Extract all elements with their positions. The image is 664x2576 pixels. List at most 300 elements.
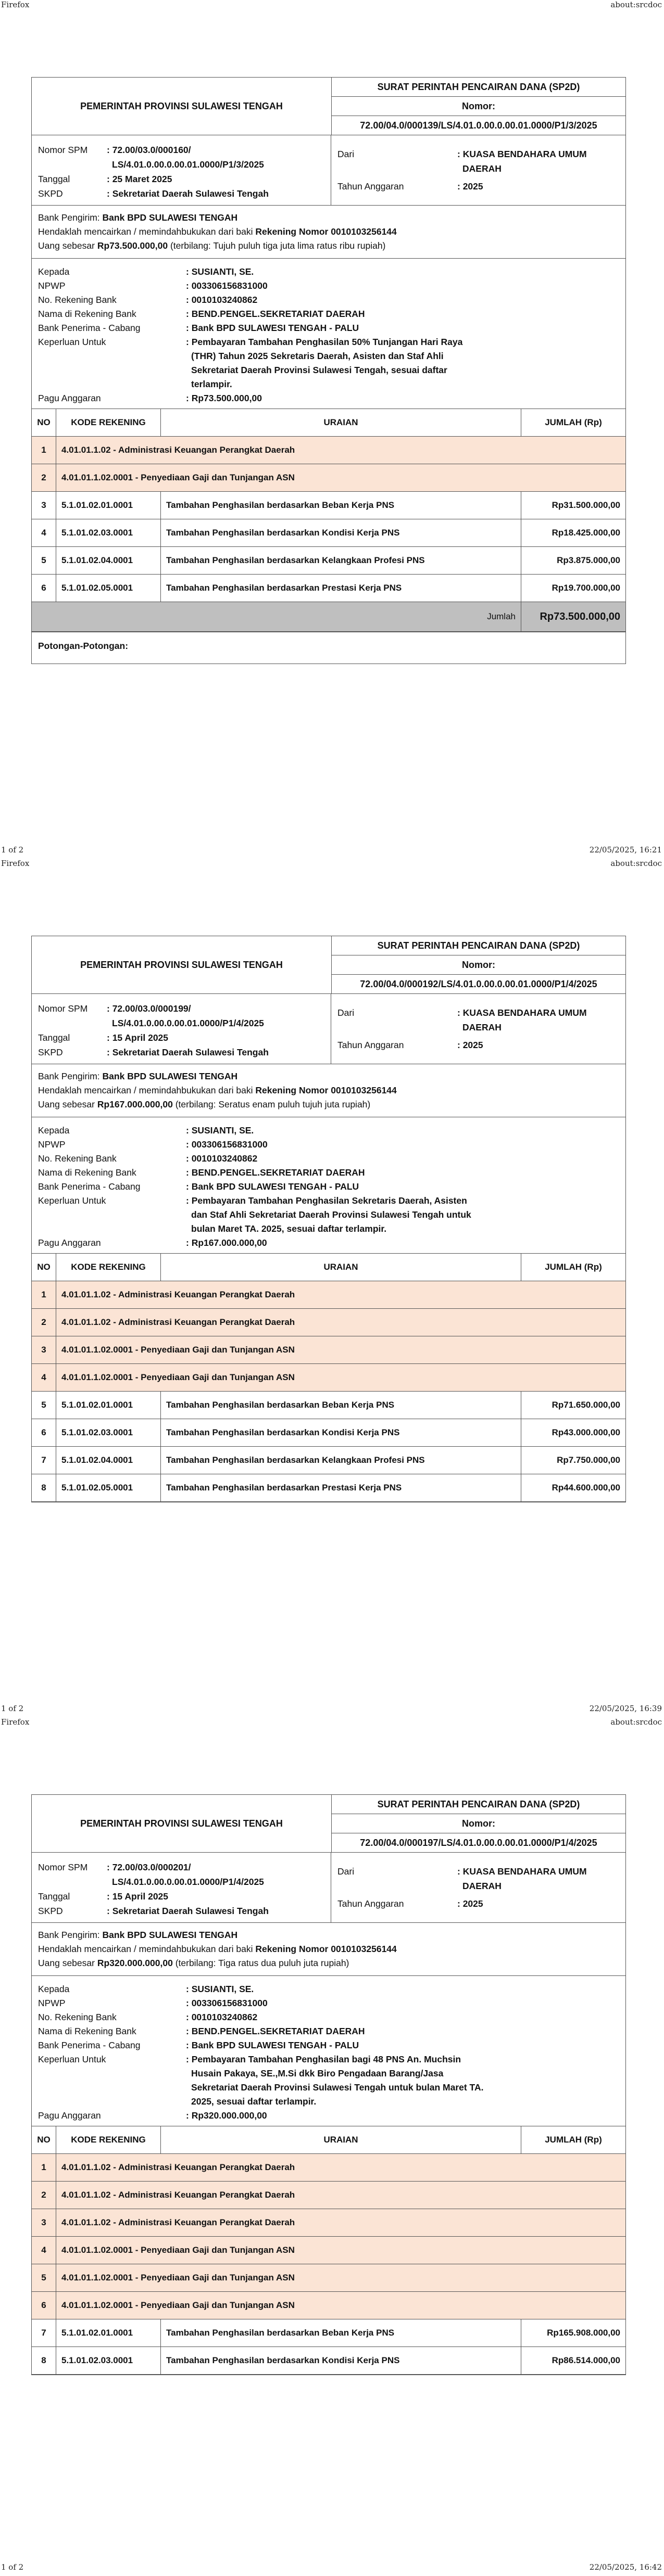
program-row bbox=[32, 1281, 625, 1309]
spm-nomor-line-1: : 72.00/03.0/000160/ bbox=[107, 145, 191, 155]
program-label: 4.01.01.1.02 - Administrasi Keuangan Perangkat Daerah bbox=[56, 2154, 626, 2182]
spm-skpd-row bbox=[38, 186, 324, 201]
spm-nomor-line-2: LS/4.01.0.00.0.00.01.0000/P1/4/2025 bbox=[112, 1018, 264, 1028]
program-row bbox=[32, 2237, 625, 2264]
uraian: Tambahan Penghasilan berdasarkan Kondisi Kerja PNS bbox=[161, 2347, 521, 2375]
dari-label: Dari bbox=[337, 1866, 355, 1877]
uraian: Tambahan Penghasilan berdasarkan Beban Kerja PNS bbox=[161, 2319, 521, 2347]
spm-nomor-row bbox=[38, 1001, 324, 1030]
dari-value-line-2: DAERAH bbox=[462, 163, 502, 174]
hendaklah-text: Hendaklah mencairkan / memindahbukukan dari baki bbox=[38, 1085, 253, 1095]
bank-pengirim-label: Bank Pengirim: bbox=[38, 1071, 100, 1081]
penerima-field-value bbox=[186, 265, 254, 279]
kode-rekening: 5.1.01.02.03.0001 bbox=[56, 2347, 161, 2375]
rekening-table-section bbox=[32, 2126, 625, 2375]
jumlah: Rp44.600.000,00 bbox=[521, 1474, 626, 1502]
penerima-field-value bbox=[186, 2038, 359, 2052]
penerima-field-value-line: Sekretariat Daerah Provinsi Sulawesi Tengah untuk bulan Maret TA. bbox=[191, 2082, 484, 2093]
spm-skpd-row bbox=[38, 1904, 324, 1918]
penerima-field-value bbox=[186, 1166, 365, 1180]
program-row bbox=[32, 2264, 625, 2292]
rekening-label: Rekening Nomor bbox=[255, 1085, 329, 1095]
row-number: 2 bbox=[32, 464, 56, 492]
penerima-field-value bbox=[186, 335, 462, 391]
hendaklah-text: Hendaklah mencairkan / memindahbukukan dari baki bbox=[38, 226, 253, 237]
penerima-field-value bbox=[186, 2024, 365, 2038]
program-label: 4.01.01.1.02 - Administrasi Keuangan Perangkat Daerah bbox=[56, 437, 626, 464]
spm-tanggal-value: : 25 Maret 2025 bbox=[107, 174, 172, 184]
penerima-field-value bbox=[186, 1124, 254, 1138]
dari-label: Dari bbox=[337, 149, 355, 159]
table-header-cell: JUMLAH (Rp) bbox=[521, 2126, 626, 2154]
browser-url: about:srcdoc bbox=[610, 859, 662, 868]
penerima-field-value bbox=[186, 2052, 483, 2109]
kode-rekening: 5.1.01.02.03.0001 bbox=[56, 519, 161, 547]
penerima-field bbox=[38, 2109, 619, 2123]
table-header-row bbox=[32, 2126, 625, 2154]
dari-value-line-2: DAERAH bbox=[462, 1881, 502, 1891]
sp2d-title: SURAT PERINTAH PENCAIRAN DANA (SP2D) bbox=[377, 82, 580, 92]
program-label: 4.01.01.1.02.0001 - Penyediaan Gaji dan Tunjangan ASN bbox=[56, 464, 626, 492]
program-label: 4.01.01.1.02.0001 - Penyediaan Gaji dan Tunjangan ASN bbox=[56, 2292, 626, 2319]
penerima-field-value-line: bulan Maret TA. 2025, sesuai daftar terlampir. bbox=[191, 1223, 387, 1234]
penerima-field-label: No. Rekening Bank bbox=[38, 1153, 117, 1164]
program-label: 4.01.01.1.02.0001 - Penyediaan Gaji dan Tunjangan ASN bbox=[56, 2237, 626, 2264]
spm-skpd-value: : Sekretariat Daerah Sulawesi Tengah bbox=[107, 1906, 269, 1916]
penerima-field bbox=[38, 1982, 619, 1996]
row-number: 8 bbox=[32, 2347, 56, 2375]
tahun-anggaran-value: : 2025 bbox=[457, 1040, 483, 1050]
program-label: 4.01.01.1.02.0001 - Penyediaan Gaji dan Tunjangan ASN bbox=[56, 2264, 626, 2292]
penerima-field-value-line: : Bank BPD SULAWESI TENGAH - PALU bbox=[186, 323, 359, 333]
dari-row bbox=[337, 147, 619, 176]
jumlah: Rp19.700.000,00 bbox=[521, 575, 626, 602]
sp2d-document bbox=[31, 936, 626, 1502]
row-number: 6 bbox=[32, 2292, 56, 2319]
tahun-anggaran-label: Tahun Anggaran bbox=[337, 181, 404, 192]
spm-tanggal-value: : 15 April 2025 bbox=[107, 1032, 169, 1043]
uraian: Tambahan Penghasilan berdasarkan Kondisi Kerja PNS bbox=[161, 519, 521, 547]
uang-value: Rp167.000.000,00 bbox=[97, 1099, 173, 1110]
penerima-field bbox=[38, 265, 619, 279]
spm-nomor-value bbox=[107, 143, 264, 172]
dari-row bbox=[337, 1005, 619, 1035]
program-row bbox=[32, 464, 625, 492]
page-number: 1 of 2 bbox=[1, 1704, 24, 1713]
hendaklah-line bbox=[38, 1083, 619, 1098]
row-number: 2 bbox=[32, 1309, 56, 1336]
penerima-field bbox=[38, 2010, 619, 2024]
spm-section bbox=[32, 993, 625, 1064]
penerima-field-label: Bank Penerima - Cabang bbox=[38, 323, 141, 333]
kode-rekening: 5.1.01.02.03.0001 bbox=[56, 1419, 161, 1447]
penerima-field-value bbox=[186, 2109, 267, 2123]
jumlah: Rp86.514.000,00 bbox=[521, 2347, 626, 2375]
jumlah: Rp31.500.000,00 bbox=[521, 492, 626, 519]
penerima-field-value-line: : Rp320.000.000,00 bbox=[186, 2110, 267, 2121]
uang-label: Uang sebesar bbox=[38, 1958, 95, 1968]
table-row bbox=[32, 2319, 625, 2347]
penerima-field bbox=[38, 2038, 619, 2052]
bank-pengirim-value: Bank BPD SULAWESI TENGAH bbox=[102, 1930, 238, 1940]
rekening-value: 0010103256144 bbox=[331, 1085, 397, 1095]
penerima-field bbox=[38, 2052, 619, 2109]
row-number: 3 bbox=[32, 492, 56, 519]
spm-nomor-label: Nomor SPM bbox=[38, 1003, 88, 1014]
spm-nomor-value bbox=[107, 1001, 264, 1030]
spm-nomor-line-1: : 72.00/03.0/000201/ bbox=[107, 1862, 191, 1872]
table-header-cell: NO bbox=[32, 1254, 56, 1281]
table-header-row bbox=[32, 1254, 625, 1281]
uraian: Tambahan Penghasilan berdasarkan Beban Kerja PNS bbox=[161, 1392, 521, 1419]
sp2d-title-block bbox=[332, 78, 625, 135]
program-row bbox=[32, 437, 625, 464]
penerima-field-label: Bank Penerima - Cabang bbox=[38, 2040, 141, 2050]
penerima-field-label: Keperluan Untuk bbox=[38, 337, 106, 347]
penerima-field-value bbox=[186, 2010, 257, 2024]
bank-section bbox=[32, 205, 625, 258]
penerima-field-value-line: dan Staf Ahli Sekretariat Daerah Provinsi Sulawesi Tengah untuk bbox=[191, 1209, 471, 1220]
penerima-field-value-line: Husain Pakaya, SE.,M.Si dkk Biro Pengadaan Barang/Jasa bbox=[191, 2068, 444, 2078]
penerima-field bbox=[38, 279, 619, 293]
penerima-field-value-line: : Pembayaran Tambahan Penghasilan Sekretaris Daerah, Asisten bbox=[186, 1195, 467, 1206]
bank-pengirim-line bbox=[38, 1928, 619, 1942]
penerima-field-value-line: : BEND.PENGEL.SEKRETARIAT DAERAH bbox=[186, 1167, 365, 1178]
dari-details bbox=[331, 1853, 625, 1922]
spm-nomor-line-2: LS/4.01.0.00.0.00.01.0000/P1/4/2025 bbox=[112, 1877, 264, 1887]
sp2d-document bbox=[31, 1794, 626, 2375]
penerima-field bbox=[38, 293, 619, 307]
penerima-field-label: Kepada bbox=[38, 1984, 70, 1994]
kode-rekening: 5.1.01.02.04.0001 bbox=[56, 547, 161, 575]
uang-label: Uang sebesar bbox=[38, 1099, 95, 1110]
bank-section bbox=[32, 1064, 625, 1117]
spm-nomor-label: Nomor SPM bbox=[38, 1862, 88, 1872]
spm-tanggal-label: Tanggal bbox=[38, 1032, 70, 1043]
penerima-field bbox=[38, 2024, 619, 2038]
spm-nomor-label: Nomor SPM bbox=[38, 145, 88, 155]
row-number: 5 bbox=[32, 547, 56, 575]
dari-value-line-1: : KUASA BENDAHARA UMUM bbox=[457, 149, 587, 159]
bank-pengirim-line bbox=[38, 211, 619, 225]
table-header-cell: KODE REKENING bbox=[56, 1254, 161, 1281]
bank-pengirim-label: Bank Pengirim: bbox=[38, 212, 100, 223]
dari-value-line-1: : KUASA BENDAHARA UMUM bbox=[457, 1866, 587, 1877]
penerima-field-label: Kepada bbox=[38, 266, 70, 277]
penerima-field-value-line: : 0010103240862 bbox=[186, 295, 258, 305]
penerima-field bbox=[38, 321, 619, 335]
table-header-cell: URAIAN bbox=[161, 409, 521, 437]
penerima-field-value-line: : 003306156831000 bbox=[186, 1139, 268, 1150]
penerima-field-value-line: : 003306156831000 bbox=[186, 1998, 268, 2008]
jumlah: Rp18.425.000,00 bbox=[521, 519, 626, 547]
penerima-field bbox=[38, 1138, 619, 1152]
rekening-table bbox=[32, 409, 625, 632]
uraian: Tambahan Penghasilan berdasarkan Kondisi Kerja PNS bbox=[161, 1419, 521, 1447]
tahun-anggaran-row bbox=[337, 1896, 619, 1911]
row-number: 7 bbox=[32, 1447, 56, 1474]
row-number: 6 bbox=[32, 575, 56, 602]
row-number: 5 bbox=[32, 1392, 56, 1419]
penerima-field-label: Keperluan Untuk bbox=[38, 1195, 106, 1206]
penerima-section bbox=[32, 258, 625, 409]
penerima-field-label: NPWP bbox=[38, 1139, 66, 1150]
program-row bbox=[32, 1364, 625, 1392]
program-row bbox=[32, 1309, 625, 1336]
bank-pengirim-line bbox=[38, 1069, 619, 1083]
penerima-field bbox=[38, 1236, 619, 1250]
browser-name: Firefox bbox=[1, 1717, 30, 1727]
program-row bbox=[32, 2154, 625, 2182]
penerima-field-label: Pagu Anggaran bbox=[38, 1238, 101, 1248]
jumlah: Rp43.000.000,00 bbox=[521, 1419, 626, 1447]
kode-rekening: 5.1.01.02.04.0001 bbox=[56, 1447, 161, 1474]
penerima-field-value bbox=[186, 1996, 268, 2010]
penerima-field-value-line: : Bank BPD SULAWESI TENGAH - PALU bbox=[186, 1181, 359, 1192]
bank-pengirim-value: Bank BPD SULAWESI TENGAH bbox=[102, 212, 238, 223]
uraian: Tambahan Penghasilan berdasarkan Kelangkaan Profesi PNS bbox=[161, 547, 521, 575]
row-number: 2 bbox=[32, 2182, 56, 2209]
penerima-field-value-line: : Bank BPD SULAWESI TENGAH - PALU bbox=[186, 2040, 359, 2050]
tahun-anggaran-value: : 2025 bbox=[457, 181, 483, 192]
spm-details bbox=[32, 994, 331, 1064]
dari-details bbox=[331, 135, 625, 205]
terbilang-text: (terbilang: Tiga ratus dua puluh juta rupiah) bbox=[175, 1958, 349, 1968]
sp2d-document bbox=[31, 77, 626, 664]
print-datetime: 22/05/2025, 16:21 bbox=[589, 845, 662, 855]
uang-value: Rp73.500.000,00 bbox=[97, 240, 168, 251]
table-header-cell: KODE REKENING bbox=[56, 409, 161, 437]
table-row bbox=[32, 1419, 625, 1447]
spm-nomor-row bbox=[38, 1860, 324, 1889]
penerima-field-label: Nama di Rekening Bank bbox=[38, 1167, 136, 1178]
penerima-field-value bbox=[186, 321, 359, 335]
hendaklah-line bbox=[38, 225, 619, 239]
penerima-field-label: Bank Penerima - Cabang bbox=[38, 1181, 141, 1192]
sp2d-title-block bbox=[332, 1795, 625, 1852]
row-number: 6 bbox=[32, 1419, 56, 1447]
penerima-field bbox=[38, 1152, 619, 1166]
terbilang-text: (terbilang: Seratus enam puluh tujuh juta rupiah) bbox=[175, 1099, 371, 1110]
tahun-anggaran-label: Tahun Anggaran bbox=[337, 1040, 404, 1050]
penerima-field-value bbox=[186, 307, 365, 321]
program-row bbox=[32, 2182, 625, 2209]
browser-url: about:srcdoc bbox=[610, 0, 662, 9]
penerima-field bbox=[38, 1996, 619, 2010]
spm-tanggal-label: Tanggal bbox=[38, 1891, 70, 1902]
dari-value bbox=[457, 1864, 587, 1893]
table-header-cell: URAIAN bbox=[161, 2126, 521, 2154]
bank-section bbox=[32, 1922, 625, 1975]
spm-tanggal-row bbox=[38, 1889, 324, 1904]
bank-pengirim-value: Bank BPD SULAWESI TENGAH bbox=[102, 1071, 238, 1081]
penerima-field-value bbox=[186, 1180, 359, 1194]
program-label: 4.01.01.1.02.0001 - Penyediaan Gaji dan Tunjangan ASN bbox=[56, 1336, 626, 1364]
penerima-field-value-line: : Rp73.500.000,00 bbox=[186, 393, 262, 403]
jumlah: Rp3.875.000,00 bbox=[521, 547, 626, 575]
penerima-field-value bbox=[186, 1982, 254, 1996]
penerima-field-label: Keperluan Untuk bbox=[38, 2054, 106, 2064]
spm-section bbox=[32, 135, 625, 205]
penerima-field-value-line: : SUSIANTI, SE. bbox=[186, 266, 254, 277]
penerima-field bbox=[38, 335, 619, 391]
penerima-field-value-line: : Rp167.000.000,00 bbox=[186, 1238, 267, 1248]
uraian: Tambahan Penghasilan berdasarkan Prestasi Kerja PNS bbox=[161, 1474, 521, 1502]
government-name: PEMERINTAH PROVINSI SULAWESI TENGAH bbox=[32, 936, 332, 993]
spm-nomor-line-2: LS/4.01.0.00.0.00.01.0000/P1/3/2025 bbox=[112, 159, 264, 170]
penerima-field-label: NPWP bbox=[38, 1998, 66, 2008]
table-header-cell: JUMLAH (Rp) bbox=[521, 1254, 626, 1281]
sp2d-nomor: 72.00/04.0/000192/LS/4.01.0.00.0.00.01.0000/P1/4/2025 bbox=[332, 974, 625, 993]
penerima-field-value bbox=[186, 293, 257, 307]
row-number: 4 bbox=[32, 1364, 56, 1392]
penerima-field-value-line: : BEND.PENGEL.SEKRETARIAT DAERAH bbox=[186, 2026, 365, 2036]
penerima-field-value bbox=[186, 1138, 268, 1152]
spm-details bbox=[32, 135, 331, 205]
table-row bbox=[32, 1447, 625, 1474]
spm-tanggal-label: Tanggal bbox=[38, 174, 70, 184]
table-row bbox=[32, 1474, 625, 1502]
penerima-field-value-line: : Pembayaran Tambahan Penghasilan 50% Tunjangan Hari Raya bbox=[186, 337, 463, 347]
row-number: 3 bbox=[32, 2209, 56, 2237]
uang-value: Rp320.000.000,00 bbox=[97, 1958, 173, 1968]
penerima-field bbox=[38, 307, 619, 321]
uang-label: Uang sebesar bbox=[38, 240, 95, 251]
penerima-field bbox=[38, 1194, 619, 1236]
rekening-value: 0010103256144 bbox=[331, 1944, 397, 1954]
penerima-field-value-line: : 0010103240862 bbox=[186, 2012, 258, 2022]
penerima-field-label: No. Rekening Bank bbox=[38, 2012, 117, 2022]
spm-skpd-label: SKPD bbox=[38, 188, 63, 199]
browser-name: Firefox bbox=[1, 0, 30, 9]
jumlah: Rp71.650.000,00 bbox=[521, 1392, 626, 1419]
print-datetime: 22/05/2025, 16:42 bbox=[589, 2562, 662, 2572]
print-datetime: 22/05/2025, 16:39 bbox=[589, 1704, 662, 1713]
spm-skpd-value: : Sekretariat Daerah Sulawesi Tengah bbox=[107, 188, 269, 199]
spm-tanggal-value: : 15 April 2025 bbox=[107, 1891, 169, 1902]
penerima-field-label: Pagu Anggaran bbox=[38, 2110, 101, 2121]
penerima-section bbox=[32, 1975, 625, 2126]
row-number: 4 bbox=[32, 519, 56, 547]
dari-value-line-1: : KUASA BENDAHARA UMUM bbox=[457, 1008, 587, 1018]
total-row bbox=[32, 602, 625, 632]
penerima-field-value bbox=[186, 1194, 471, 1236]
table-row bbox=[32, 1392, 625, 1419]
row-number: 1 bbox=[32, 2154, 56, 2182]
penerima-field-value-line: Sekretariat Daerah Provinsi Sulawesi Tengah, sesuai daftar bbox=[191, 365, 447, 375]
tahun-anggaran-value: : 2025 bbox=[457, 1898, 483, 1909]
tahun-anggaran-row bbox=[337, 179, 619, 194]
table-header-row bbox=[32, 409, 625, 437]
penerima-field-label: Nama di Rekening Bank bbox=[38, 309, 136, 319]
row-number: 1 bbox=[32, 437, 56, 464]
total-label: Jumlah bbox=[32, 602, 521, 632]
government-name: PEMERINTAH PROVINSI SULAWESI TENGAH bbox=[32, 1795, 332, 1852]
penerima-field-value bbox=[186, 1236, 267, 1250]
rekening-table-section bbox=[32, 409, 625, 632]
spm-skpd-row bbox=[38, 1045, 324, 1060]
jumlah: Rp165.908.000,00 bbox=[521, 2319, 626, 2347]
spm-nomor-row bbox=[38, 143, 324, 172]
sp2d-nomor-label: Nomor: bbox=[332, 955, 625, 974]
tahun-anggaran-label: Tahun Anggaran bbox=[337, 1898, 404, 1909]
rekening-table bbox=[32, 2126, 625, 2375]
sp2d-nomor: 72.00/04.0/000139/LS/4.01.0.00.0.00.01.0000/P1/3/2025 bbox=[332, 116, 625, 135]
rekening-label: Rekening Nomor bbox=[255, 226, 329, 237]
penerima-field bbox=[38, 391, 619, 405]
program-label: 4.01.01.1.02.0001 - Penyediaan Gaji dan Tunjangan ASN bbox=[56, 1364, 626, 1392]
sp2d-title: SURAT PERINTAH PENCAIRAN DANA (SP2D) bbox=[377, 1799, 580, 1809]
uraian: Tambahan Penghasilan berdasarkan Kelangkaan Profesi PNS bbox=[161, 1447, 521, 1474]
table-row bbox=[32, 2347, 625, 2375]
penerima-field-value-line: : BEND.PENGEL.SEKRETARIAT DAERAH bbox=[186, 309, 365, 319]
kode-rekening: 5.1.01.02.01.0001 bbox=[56, 492, 161, 519]
spm-tanggal-row bbox=[38, 172, 324, 186]
program-row bbox=[32, 2209, 625, 2237]
program-label: 4.01.01.1.02 - Administrasi Keuangan Perangkat Daerah bbox=[56, 1309, 626, 1336]
penerima-field bbox=[38, 1166, 619, 1180]
penerima-field-label: Nama di Rekening Bank bbox=[38, 2026, 136, 2036]
spm-nomor-value bbox=[107, 1860, 264, 1889]
hendaklah-line bbox=[38, 1942, 619, 1956]
print-page bbox=[0, 859, 664, 1717]
spm-skpd-label: SKPD bbox=[38, 1906, 63, 1916]
title-section bbox=[32, 78, 625, 135]
spm-section bbox=[32, 1852, 625, 1922]
penerima-field-label: Kepada bbox=[38, 1125, 70, 1136]
bank-pengirim-label: Bank Pengirim: bbox=[38, 1930, 100, 1940]
table-header-cell: JUMLAH (Rp) bbox=[521, 409, 626, 437]
government-name: PEMERINTAH PROVINSI SULAWESI TENGAH bbox=[32, 78, 332, 135]
title-section bbox=[32, 936, 625, 993]
sp2d-nomor: 72.00/04.0/000197/LS/4.01.0.00.0.00.01.0000/P1/4/2025 bbox=[332, 1833, 625, 1852]
penerima-field bbox=[38, 1124, 619, 1138]
program-label: 4.01.01.1.02 - Administrasi Keuangan Perangkat Daerah bbox=[56, 2209, 626, 2237]
table-row bbox=[32, 519, 625, 547]
uang-line bbox=[38, 1956, 619, 1970]
hendaklah-text: Hendaklah mencairkan / memindahbukukan dari baki bbox=[38, 1944, 253, 1954]
program-row bbox=[32, 2292, 625, 2319]
penerima-field-value bbox=[186, 391, 262, 405]
terbilang-text: (terbilang: Tujuh puluh tiga juta lima ratus ribu rupiah) bbox=[170, 240, 386, 251]
rekening-value: 0010103256144 bbox=[331, 226, 397, 237]
page-number: 1 of 2 bbox=[1, 2562, 24, 2572]
rekening-table bbox=[32, 1254, 625, 1502]
penerima-field-value-line: : SUSIANTI, SE. bbox=[186, 1125, 254, 1136]
sp2d-nomor-label: Nomor: bbox=[332, 1814, 625, 1833]
row-number: 5 bbox=[32, 2264, 56, 2292]
table-header-cell: KODE REKENING bbox=[56, 2126, 161, 2154]
spm-details bbox=[32, 1853, 331, 1922]
row-number: 7 bbox=[32, 2319, 56, 2347]
spm-skpd-label: SKPD bbox=[38, 1047, 63, 1057]
dari-row bbox=[337, 1864, 619, 1893]
penerima-field-value-line: : 003306156831000 bbox=[186, 280, 268, 291]
dari-value bbox=[457, 1005, 587, 1035]
table-row bbox=[32, 575, 625, 602]
penerima-field-label: Pagu Anggaran bbox=[38, 393, 101, 403]
program-row bbox=[32, 1336, 625, 1364]
penerima-field-label: No. Rekening Bank bbox=[38, 295, 117, 305]
page-number: 1 of 2 bbox=[1, 845, 24, 855]
penerima-field bbox=[38, 1180, 619, 1194]
title-section bbox=[32, 1795, 625, 1852]
rekening-label: Rekening Nomor bbox=[255, 1944, 329, 1954]
uraian: Tambahan Penghasilan berdasarkan Beban Kerja PNS bbox=[161, 492, 521, 519]
dari-value-line-2: DAERAH bbox=[462, 1022, 502, 1032]
penerima-field-value bbox=[186, 1152, 257, 1166]
penerima-field-label: NPWP bbox=[38, 280, 66, 291]
